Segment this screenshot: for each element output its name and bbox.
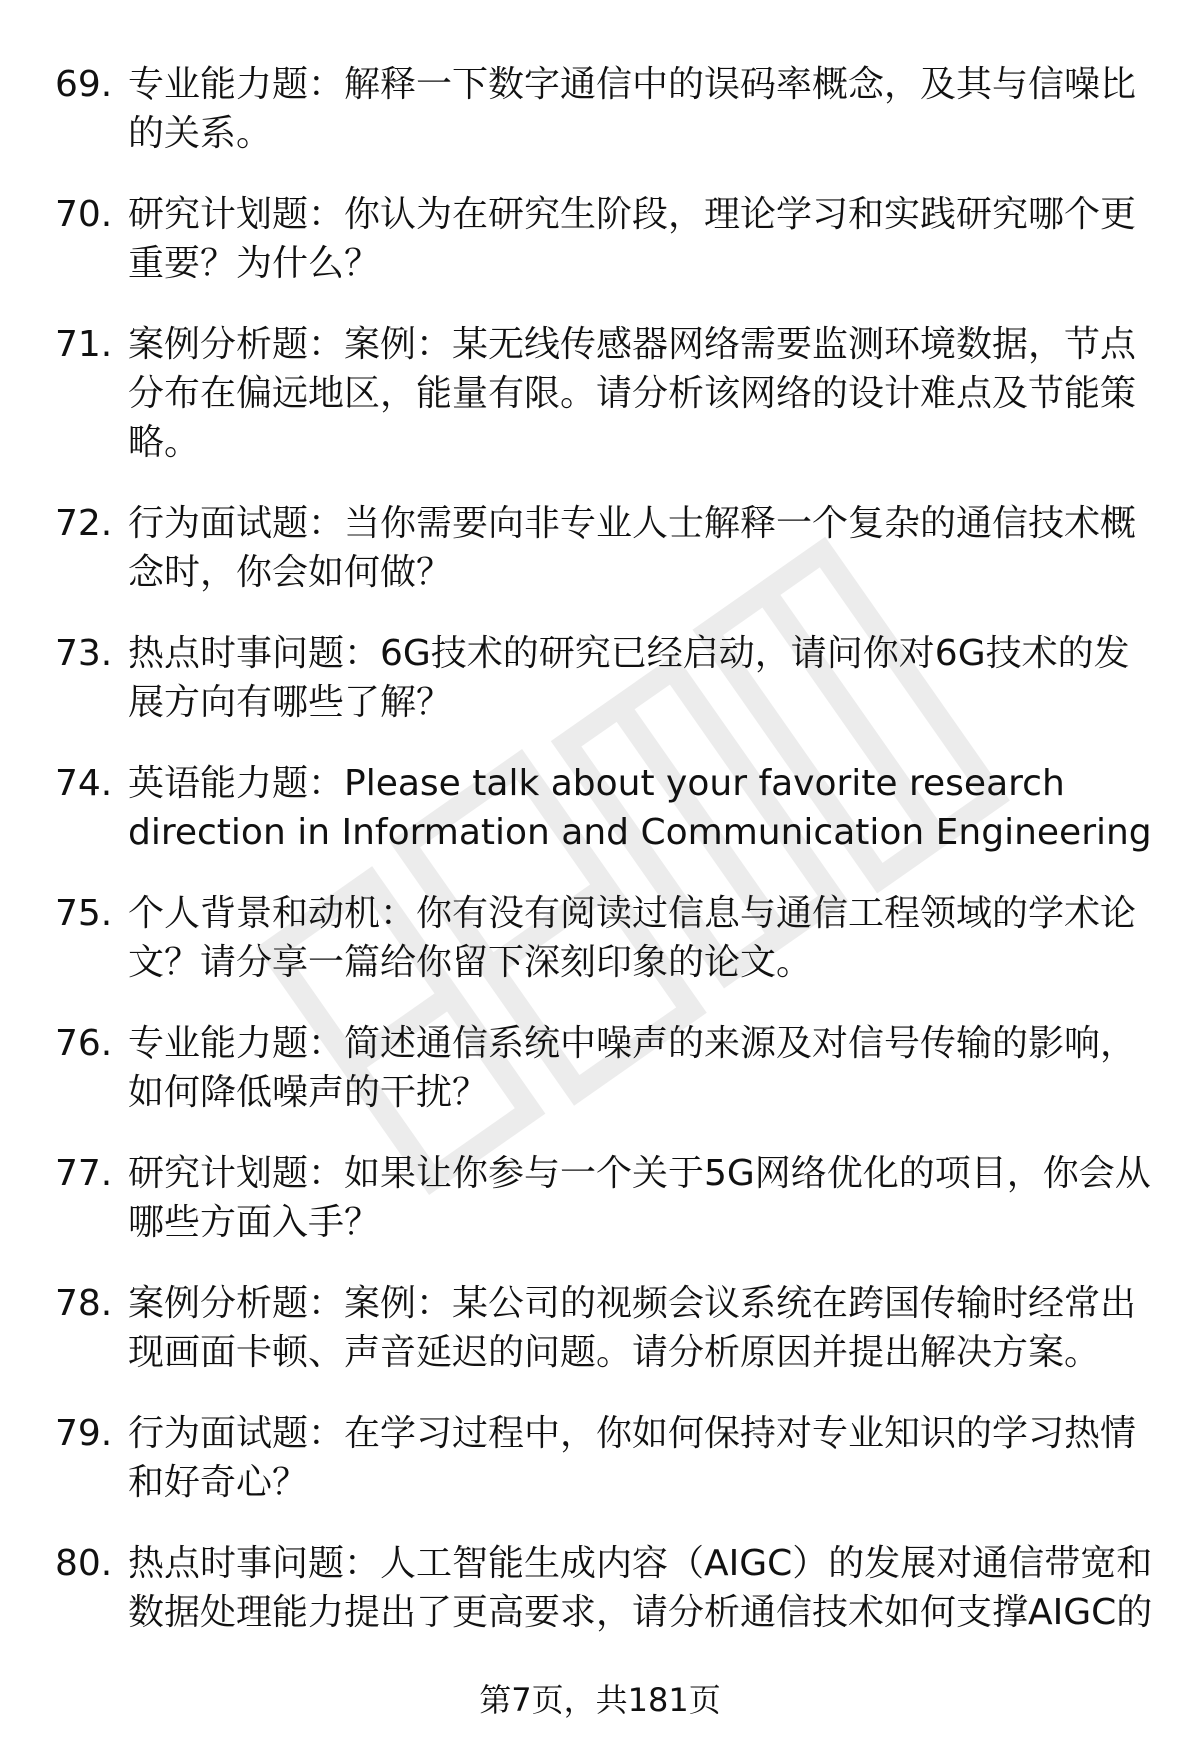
question-number: 78. (55, 1283, 113, 1324)
question-number: 76. (55, 1023, 113, 1064)
question-text: 热点时事问题：人工智能生成内容（AIGC）的发展对通信带宽和数据处理能力提出了更高要求，请分析通信技术如何支撑AIGC的 (128, 1543, 1153, 1633)
page-number-footer: 第7页，共181页 (479, 1681, 721, 1719)
question-text: 热点时事问题：6G技术的研究已经启动，请问你对6G技术的发展方向有哪些了解？ (128, 633, 1130, 723)
question-item (0, 1019, 1200, 1117)
question-item (0, 1149, 1200, 1247)
question-number: 69. (55, 64, 113, 105)
question-number: 73. (55, 633, 113, 674)
question-list (0, 60, 1200, 1669)
question-number: 74. (55, 763, 113, 804)
question-text: 个人背景和动机：你有没有阅读过信息与通信工程领域的学术论文？请分享一篇给你留下深刻印象的论文。 (128, 893, 1137, 983)
question-text: 专业能力题：简述通信系统中噪声的来源及对信号传输的影响，如何降低噪声的干扰？ (128, 1023, 1137, 1113)
question-text: 专业能力题：解释一下数字通信中的误码率概念，及其与信噪比的关系。 (128, 64, 1137, 154)
question-item (0, 499, 1200, 597)
question-text: 案例分析题：案例：某公司的视频会议系统在跨国传输时经常出现画面卡顿、声音延迟的问题。请分析原因并提出解决方案。 (128, 1283, 1137, 1373)
question-text: 行为面试题：在学习过程中，你如何保持对专业知识的学习热情和好奇心？ (128, 1413, 1137, 1503)
question-text: 行为面试题：当你需要向非专业人士解释一个复杂的通信技术概念时，你会如何做？ (128, 503, 1137, 593)
question-item (0, 629, 1200, 727)
question-text: 研究计划题：你认为在研究生阶段，理论学习和实践研究哪个更重要？为什么？ (128, 194, 1137, 284)
question-item (0, 759, 1200, 857)
question-item (0, 190, 1200, 288)
question-number: 80. (55, 1543, 113, 1584)
question-number: 75. (55, 893, 113, 934)
question-text: 研究计划题：如果让你参与一个关于5G网络优化的项目，你会从哪些方面入手？ (128, 1153, 1151, 1243)
question-number: 77. (55, 1153, 113, 1194)
question-item (0, 1409, 1200, 1507)
question-number: 72. (55, 503, 113, 544)
question-item (0, 1539, 1200, 1637)
question-number: 71. (55, 324, 113, 365)
question-item (0, 60, 1200, 158)
question-item (0, 320, 1200, 467)
question-text: 案例分析题：案例：某无线传感器网络需要监测环境数据，节点分布在偏远地区，能量有限。请分析该网络的设计难点及节能策略。 (128, 324, 1137, 463)
question-item (0, 889, 1200, 987)
question-item (0, 1279, 1200, 1377)
question-number: 70. (55, 194, 113, 235)
question-text: 英语能力题：Please talk about your favorite research direction in Information and Communication Engineering (128, 763, 1152, 853)
question-number: 79. (55, 1413, 113, 1454)
